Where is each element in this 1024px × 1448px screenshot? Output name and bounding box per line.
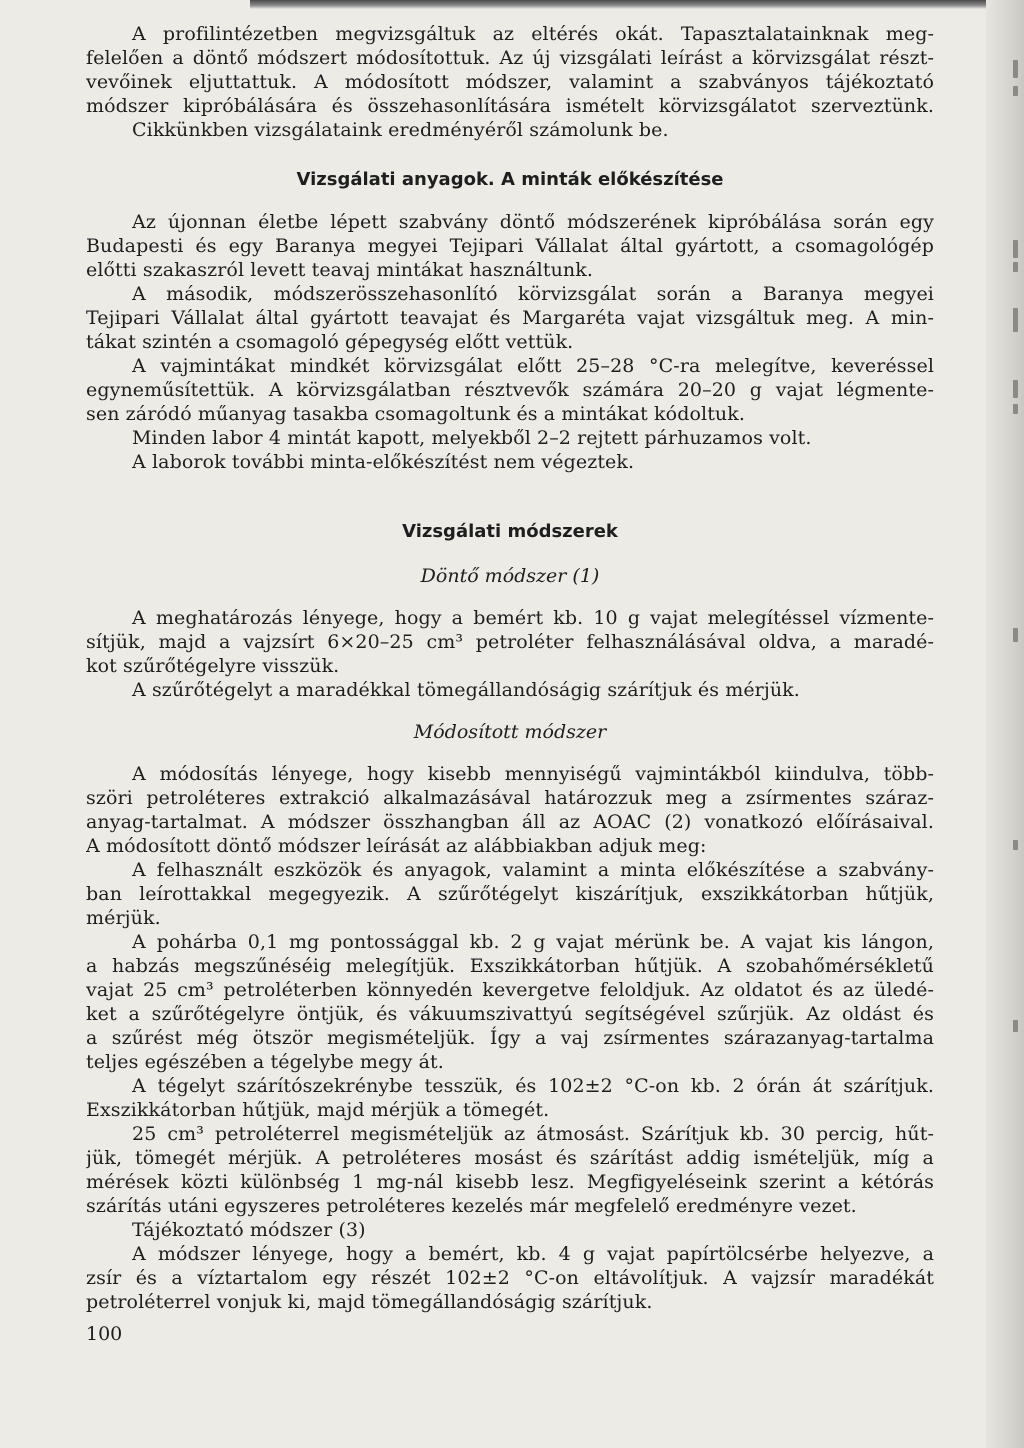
text-line: egyneműsítettük. A körvizsgálatban résztvevők számára 20–20 g vajat légmente- (86, 379, 934, 401)
text-line: A második, módszerösszehasonlító körvizsgálat során a Baranya megyei (132, 283, 934, 305)
text-line: ban leírottakkal megegyezik. A szűrőtégelyt kiszárítjuk, exszikkátorban hűtjük, (86, 883, 934, 905)
page-number: 100 (86, 1323, 123, 1345)
text-line: Tejipari Vállalat által gyártott teavajat és Margaréta vajat vizsgáltuk meg. A min- (86, 307, 934, 329)
text-line: A vajmintákat mindkét körvizsgálat előtt 25–28 °C-ra melegítve, keveréssel (132, 355, 934, 377)
text-line: Cikkünkben vizsgálataink eredményéről számolunk be. (132, 119, 669, 141)
text-line: petroléterrel vonjuk ki, majd tömegállandóságig szárítjuk. (86, 1291, 653, 1313)
text-line: A laborok további minta-előkészítést nem végeztek. (132, 451, 635, 473)
text-line: vajat 25 cm³ petroléterben könnyedén kevergetve feloldjuk. Az oldatot és az üledé- (86, 979, 934, 1001)
text-line: mérjük. (86, 907, 161, 929)
text-line: 25 cm³ petroléterrel megismételjük az átmosást. Szárítjuk kb. 30 percig, hűt- (132, 1123, 934, 1145)
text-line: Minden labor 4 mintát kapott, melyekből 2–2 rejtett párhuzamos volt. (132, 427, 812, 449)
text-line: szöri petroléteres extrakció alkalmazásával határozzuk meg a zsírmentes száraz- (86, 787, 934, 809)
subsection-title: Döntő módszer (1) (420, 565, 600, 587)
text-line: A felhasznált eszközök és anyagok, valamint a minta előkészítése a szabvány- (132, 859, 934, 881)
text-line: jük, tömegét mérjük. A petroléteres mosást és szárítást addig ismételjük, míg a (86, 1147, 934, 1169)
text-line: szárítás utáni egyszeres petroléteres kezelés már megfelelő eredményre vezet. (86, 1195, 857, 1217)
text-line: módszer kipróbálására és összehasonlítására ismételt körvizsgálatot szerveztünk. (86, 95, 934, 117)
section1-body (86, 210, 934, 474)
text-line: vevőinek eljuttattuk. A módosított módszer, valamint a szabványos tájékoztató (86, 71, 934, 93)
right-margin-marks (1004, 0, 1018, 1448)
document-body (86, 22, 934, 1314)
text-line: sen záródó műanyag tasakba csomagoltunk és a mintákat kódoltuk. (86, 403, 746, 425)
section-heading: Vizsgálati anyagok. A minták előkészítése (296, 169, 724, 190)
text-line: teljes egészében a tégelybe megy át. (86, 1051, 444, 1073)
text-line: A pohárba 0,1 mg pontossággal kb. 2 g vajat mérünk be. A vajat kis lángon, (132, 931, 934, 953)
subsection-title: Módosított módszer (413, 721, 607, 743)
subsection1-body (86, 606, 934, 702)
page-top-edge-shadow (250, 0, 990, 9)
text-line: a szűrést még ötször megismételjük. Így a vaj zsírmentes szárazanyag-tartalma (86, 1027, 934, 1049)
text-line: mérések közti különbség 1 mg-nál kisebb lesz. Megfigyeléseink szerint a kétórás (86, 1171, 934, 1193)
text-line: Budapesti és egy Baranya megyei Tejipari Vállalat által gyártott, a csomagológép (86, 235, 934, 257)
text-line: felelően a döntő módszert módosítottuk. Az új vizsgálati leírást a körvizsgálat részt- (86, 47, 934, 69)
section-heading: Vizsgálati módszerek (402, 521, 618, 542)
text-line: A módosítás lényege, hogy kisebb mennyiségű vajmintákból kiindulva, több- (132, 763, 934, 785)
text-line: A profilintézetben megvizsgáltuk az eltérés okát. Tapasztalatainknak meg- (132, 23, 934, 45)
text-line: ket a szűrőtégelyre öntjük, és vákuumszivattyú segítségével szűrjük. Az oldást és (86, 1003, 934, 1025)
text-line: A módosított döntő módszer leírását az alábbiakban adjuk meg: (86, 835, 707, 857)
text-line: A tégelyt szárítószekrénybe tesszük, és 102±2 °C-on kb. 2 órán át szárítjuk. (132, 1075, 934, 1097)
text-line: A módszer lényege, hogy a bemért, kb. 4 g vajat papírtölcsérbe helyezve, a (132, 1243, 934, 1265)
text-line: zsír és a víztartalom egy részét 102±2 °C-on eltávolítjuk. A vajzsír maradékát (86, 1267, 934, 1289)
text-line: A meghatározás lényege, hogy a bemért kb. 10 g vajat melegítéssel vízmente- (132, 607, 934, 629)
text-line: Tájékoztató módszer (3) (132, 1219, 366, 1241)
text-line: A szűrőtégelyt a maradékkal tömegállandóságig szárítjuk és mérjük. (132, 679, 800, 701)
text-line: Az újonnan életbe lépett szabvány döntő módszerének kipróbálása során egy (132, 211, 934, 233)
text-line: a habzás megszűnéséig melegítjük. Exszikkátorban hűtjük. A szobahőmérsékletű (86, 955, 934, 977)
text-line: kot szűrőtégelyre visszük. (86, 655, 340, 677)
text-line: anyag-tartalmat. A módszer összhangban áll az AOAC (2) vonatkozó előírásaival. (86, 811, 934, 833)
subsection2-body (86, 762, 934, 1314)
intro-paragraph (86, 22, 934, 142)
text-line: előtti szakaszról levett teavaj mintákat használtunk. (86, 259, 594, 281)
text-line: tákat szintén a csomagoló gépegység előtt vettük. (86, 331, 574, 353)
text-line: sítjük, majd a vajzsírt 6×20–25 cm³ petroléter felhasználásával oldva, a maradé- (86, 631, 934, 653)
text-line: Exszikkátorban hűtjük, majd mérjük a tömegét. (86, 1099, 550, 1121)
